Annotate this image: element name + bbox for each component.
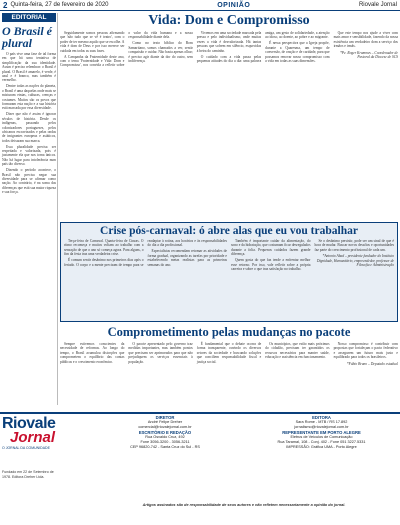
footer-line: André Felipe Dreher bbox=[147, 420, 183, 424]
editorial-title: O Brasil é plural bbox=[2, 24, 53, 50]
vida-paragraph: A Campanha da Fraternidade deste ano, com o tema 'Fraternidade e Vida: Dom e Compromisso', nos convida a refletir sobre o valor da vida humana e a nossa responsabilidade diante dela. bbox=[60, 31, 193, 68]
vida-headline: Vida: Dom e Compromisso bbox=[148, 13, 310, 28]
compromisso-headline: Comprometimento pelas mudanças no pacote bbox=[107, 325, 351, 339]
editorial-column bbox=[2, 13, 56, 405]
editorial-paragraph: Dizendo o período acontece, o Brasil não precisa negar sua diversidade para se afirmar como nação. Ao contrário, é na soma das diferenças que está sua maior riqueza e sua força. bbox=[2, 168, 56, 195]
compromisso-signature: *Fábio Bruno – Deputado estadual bbox=[346, 361, 398, 366]
footer-line: CEP 96820-742 - Santa Cruz do Sul - RS bbox=[130, 445, 200, 449]
footer-line: Sara Rome - MTB / RS 17.892 bbox=[295, 420, 348, 424]
crise-article-body bbox=[64, 239, 394, 321]
column-divider bbox=[57, 13, 58, 405]
vida-paragraph: Que este tempo nos ajude a viver com mais amor e sensibilidade, fazendo da nossa existência um verdadeiro dom a serviço dos irmãos e irmãs. bbox=[333, 31, 398, 49]
compromisso-article-body bbox=[60, 342, 398, 412]
footer-line: ESCRITÓRIO E REDAÇÃO bbox=[138, 430, 192, 435]
vida-signature: *Pe. Roger Krammes – Coordenador de Pastoral da Diocese de SCS bbox=[339, 50, 398, 60]
logo-wordmark-top: Riovale bbox=[2, 415, 56, 432]
footer-editor-head: EDITORA bbox=[312, 415, 331, 420]
logo-wordmark-bottom: Jornal bbox=[10, 429, 56, 446]
editorial-label: EDITORIAL bbox=[2, 13, 56, 22]
crise-paragraph: É comum sentir desânimo nos primeiros dias após o feriado. O corpo e a mente precisam de tempo para se readaptar à rotina, aos horários e às responsabilidades do dia a dia profissional. bbox=[64, 239, 227, 267]
footer-director-head: DIRETOR bbox=[155, 415, 175, 420]
compromisso-paragraph: O pacote apresentado pelo governo traz medidas importantes, mas também pontos que precisam ser aprimorados para que não prejudiquem os serviços essenciais à população. bbox=[128, 342, 193, 364]
crise-paragraph: Terça-feira de Carnaval. Quarta-feira de Cinzas. O ritmo recomeça e muitos voltam ao trabalho com a sensação de que o ano só começa agora. Para alguns, o fim da festa traz uma verdadeira crise. bbox=[64, 239, 144, 257]
crise-paragraph: Quem gosta do que faz tende a enfrentar melhor esse retorno. Por isso, vale refletir sobre a própria carreira e sobre o que traz satisfação no trabalho. bbox=[231, 258, 311, 271]
riovale-logo bbox=[2, 416, 58, 466]
vida-paragraph: Como no texto bíblico do Bom Samaritano, somos chamados a ver, sentir compaixão e cuidar. Não basta apenas olhar; é preciso agir diante da dor do outro, sem indiferença. bbox=[128, 41, 193, 63]
footer-line: Eletrus de Veículos de Comunicação bbox=[290, 435, 353, 439]
footer-line: Fone 3056-3200 - 3056-3211 bbox=[140, 440, 190, 444]
compromisso-paragraph: Os municípios, que estão mais próximos do cidadão, precisam ter garantidos os recursos necessários para manter saúde, educação e assistência em funcionamento. bbox=[265, 342, 330, 360]
vida-paragraph: Vivemos em uma sociedade marcada pela pressa e pelo individualismo, onde muitas vezes a vida é desvalorizada. Há tantas pessoas que sofrem em silêncio, esquecidas à beira do caminho. bbox=[196, 31, 262, 53]
footer-line: REPRESENTANTE EM PORTO ALEGRE bbox=[282, 430, 361, 435]
compromisso-paragraph: Sempre estivemos conscientes da necessidade de reformas. Ao longo do tempo, o Brasil acumulou distorções que comprometem o equilíbrio das contas públicas e o crescimento econômico. bbox=[60, 342, 125, 364]
editorial-paragraph: O país vive uma fase de tal forma em que há uma tentativa de simplificação da sua identidade. Assim é preciso relembrar: o Brasil é plural. O Brasil é amarelo, é verde, é azul e é branco, mas também é vermelho. bbox=[2, 52, 56, 83]
page-number: 2 bbox=[3, 0, 8, 10]
editorial-body bbox=[2, 52, 56, 195]
editorial-paragraph: Essa pluralidade precisa ser respeitada e valorizada, pois é justamente ela que nos torna únicos. Não há lugar para intolerância num país tão diverso. bbox=[2, 144, 56, 167]
crise-headline: Crise pós-carnaval: ó abre alas que eu vou trabalhar bbox=[100, 225, 358, 237]
footer-column-editor bbox=[245, 415, 398, 450]
vida-article-body bbox=[60, 31, 398, 221]
founded-note: Fundado em 22 de Setembro de 1978. Editora Dreher Ltda. bbox=[2, 470, 54, 479]
footer-column-director bbox=[90, 415, 240, 450]
footer-line: IMPRESSÃO: Gráfica UMA - Porto Alegre bbox=[286, 445, 357, 449]
vida-paragraph: É nessa perspectiva que a Igreja propõe, durante a Quaresma, um tempo de conversão, de oração e de caridade, para que possamos renovar nosso compromisso com a vida em todas as suas dimensões. bbox=[265, 41, 330, 63]
compromisso-paragraph: Nosso compromisso é contribuir com propostas que fortaleçam o pacto federativo e assegurem um futuro mais justo e equilibrado para todos os brasileiros. bbox=[333, 342, 398, 360]
footer-email[interactable]: comercial@riovalejornal.com.br bbox=[138, 425, 192, 429]
crise-paragraph: Especialistas recomendam retomar as atividades de forma gradual, organizando as tarefas por prioridade e estabelecendo metas realistas para as primeiras semanas do ano. bbox=[147, 249, 227, 267]
paper-name: Riovale Jornal bbox=[358, 2, 397, 8]
page-header bbox=[0, 0, 400, 11]
crise-article-box bbox=[60, 222, 398, 322]
footer-email[interactable]: jornalismo@riovalejornal.com.br bbox=[294, 425, 349, 429]
page-date: Quinta-feira, 27 de fevereiro de 2020 bbox=[10, 2, 109, 8]
vida-paragraph: O cuidado com a vida passa pelas pequenas atitudes do dia a dia: uma palavra amiga, um gesto de solidariedade, a atenção ao idoso, ao doente, ao pobre e ao migrante. bbox=[196, 31, 330, 63]
vida-paragraph: Seguidamente somos pessoas afirmando que 'não tudo que se vê é teatro', com o poder de ter mesmo aquilo que se escolhe. A vida é dom de Deus e por isso merece ser cuidada em todas as suas fases. bbox=[60, 31, 125, 53]
logo-tagline: O JORNAL DA COMUNIDADE bbox=[2, 446, 50, 450]
crise-paragraph: Também é importante cuidar da alimentação, do sono e da hidratação, que costumam ficar desregulados durante a folia. Pequenos cuidados fazem grande diferença. bbox=[231, 239, 311, 257]
editorial-paragraph: Dentre todas as nações do planeta, o Brasil é uma daquelas onde mais se misturam etnias, culturas, crenças e costumes. Muitos são os povos que formaram esta nação e a sua história está marcada por essa diversidade. bbox=[2, 84, 56, 111]
footer-line: Rua Taramal, 108 - Conj. 402 - Fone 051 3227.5331 bbox=[277, 440, 366, 444]
footer-line: Rua Osvaldo Cruz, 492 bbox=[145, 435, 185, 439]
section-label: OPINIÃO bbox=[217, 1, 251, 9]
legal-notice: Artigos assinados são de responsabilidade de seus autores e não refletem necessariamente a opinião do jornal. bbox=[142, 503, 346, 507]
editorial-paragraph: Dizer que não é assim é ignorar séculos de história. Desde os indígenas, passando pelos colonizadores portugueses, pelos africanos escravizados e pelas ondas de imigrantes europeus e asiáticos, todos deixaram sua marca. bbox=[2, 112, 56, 143]
crise-paragraph: Se o desânimo persistir, pode ser um sinal de que é hora de mudar. Buscar novos desafios e oportunidades faz parte do crescimento profissional de cada um. bbox=[314, 239, 394, 252]
compromisso-paragraph: É fundamental que o debate ocorra de forma transparente, ouvindo os diversos setores da sociedade e buscando soluções que conciliem responsabilidade fiscal e justiça social. bbox=[196, 342, 262, 364]
crise-signature: *Antonio Abad – presidente fundador do Instituto Dignidade, Humanitário, empreendedor, professor de Filosofia e Administração bbox=[316, 254, 394, 268]
